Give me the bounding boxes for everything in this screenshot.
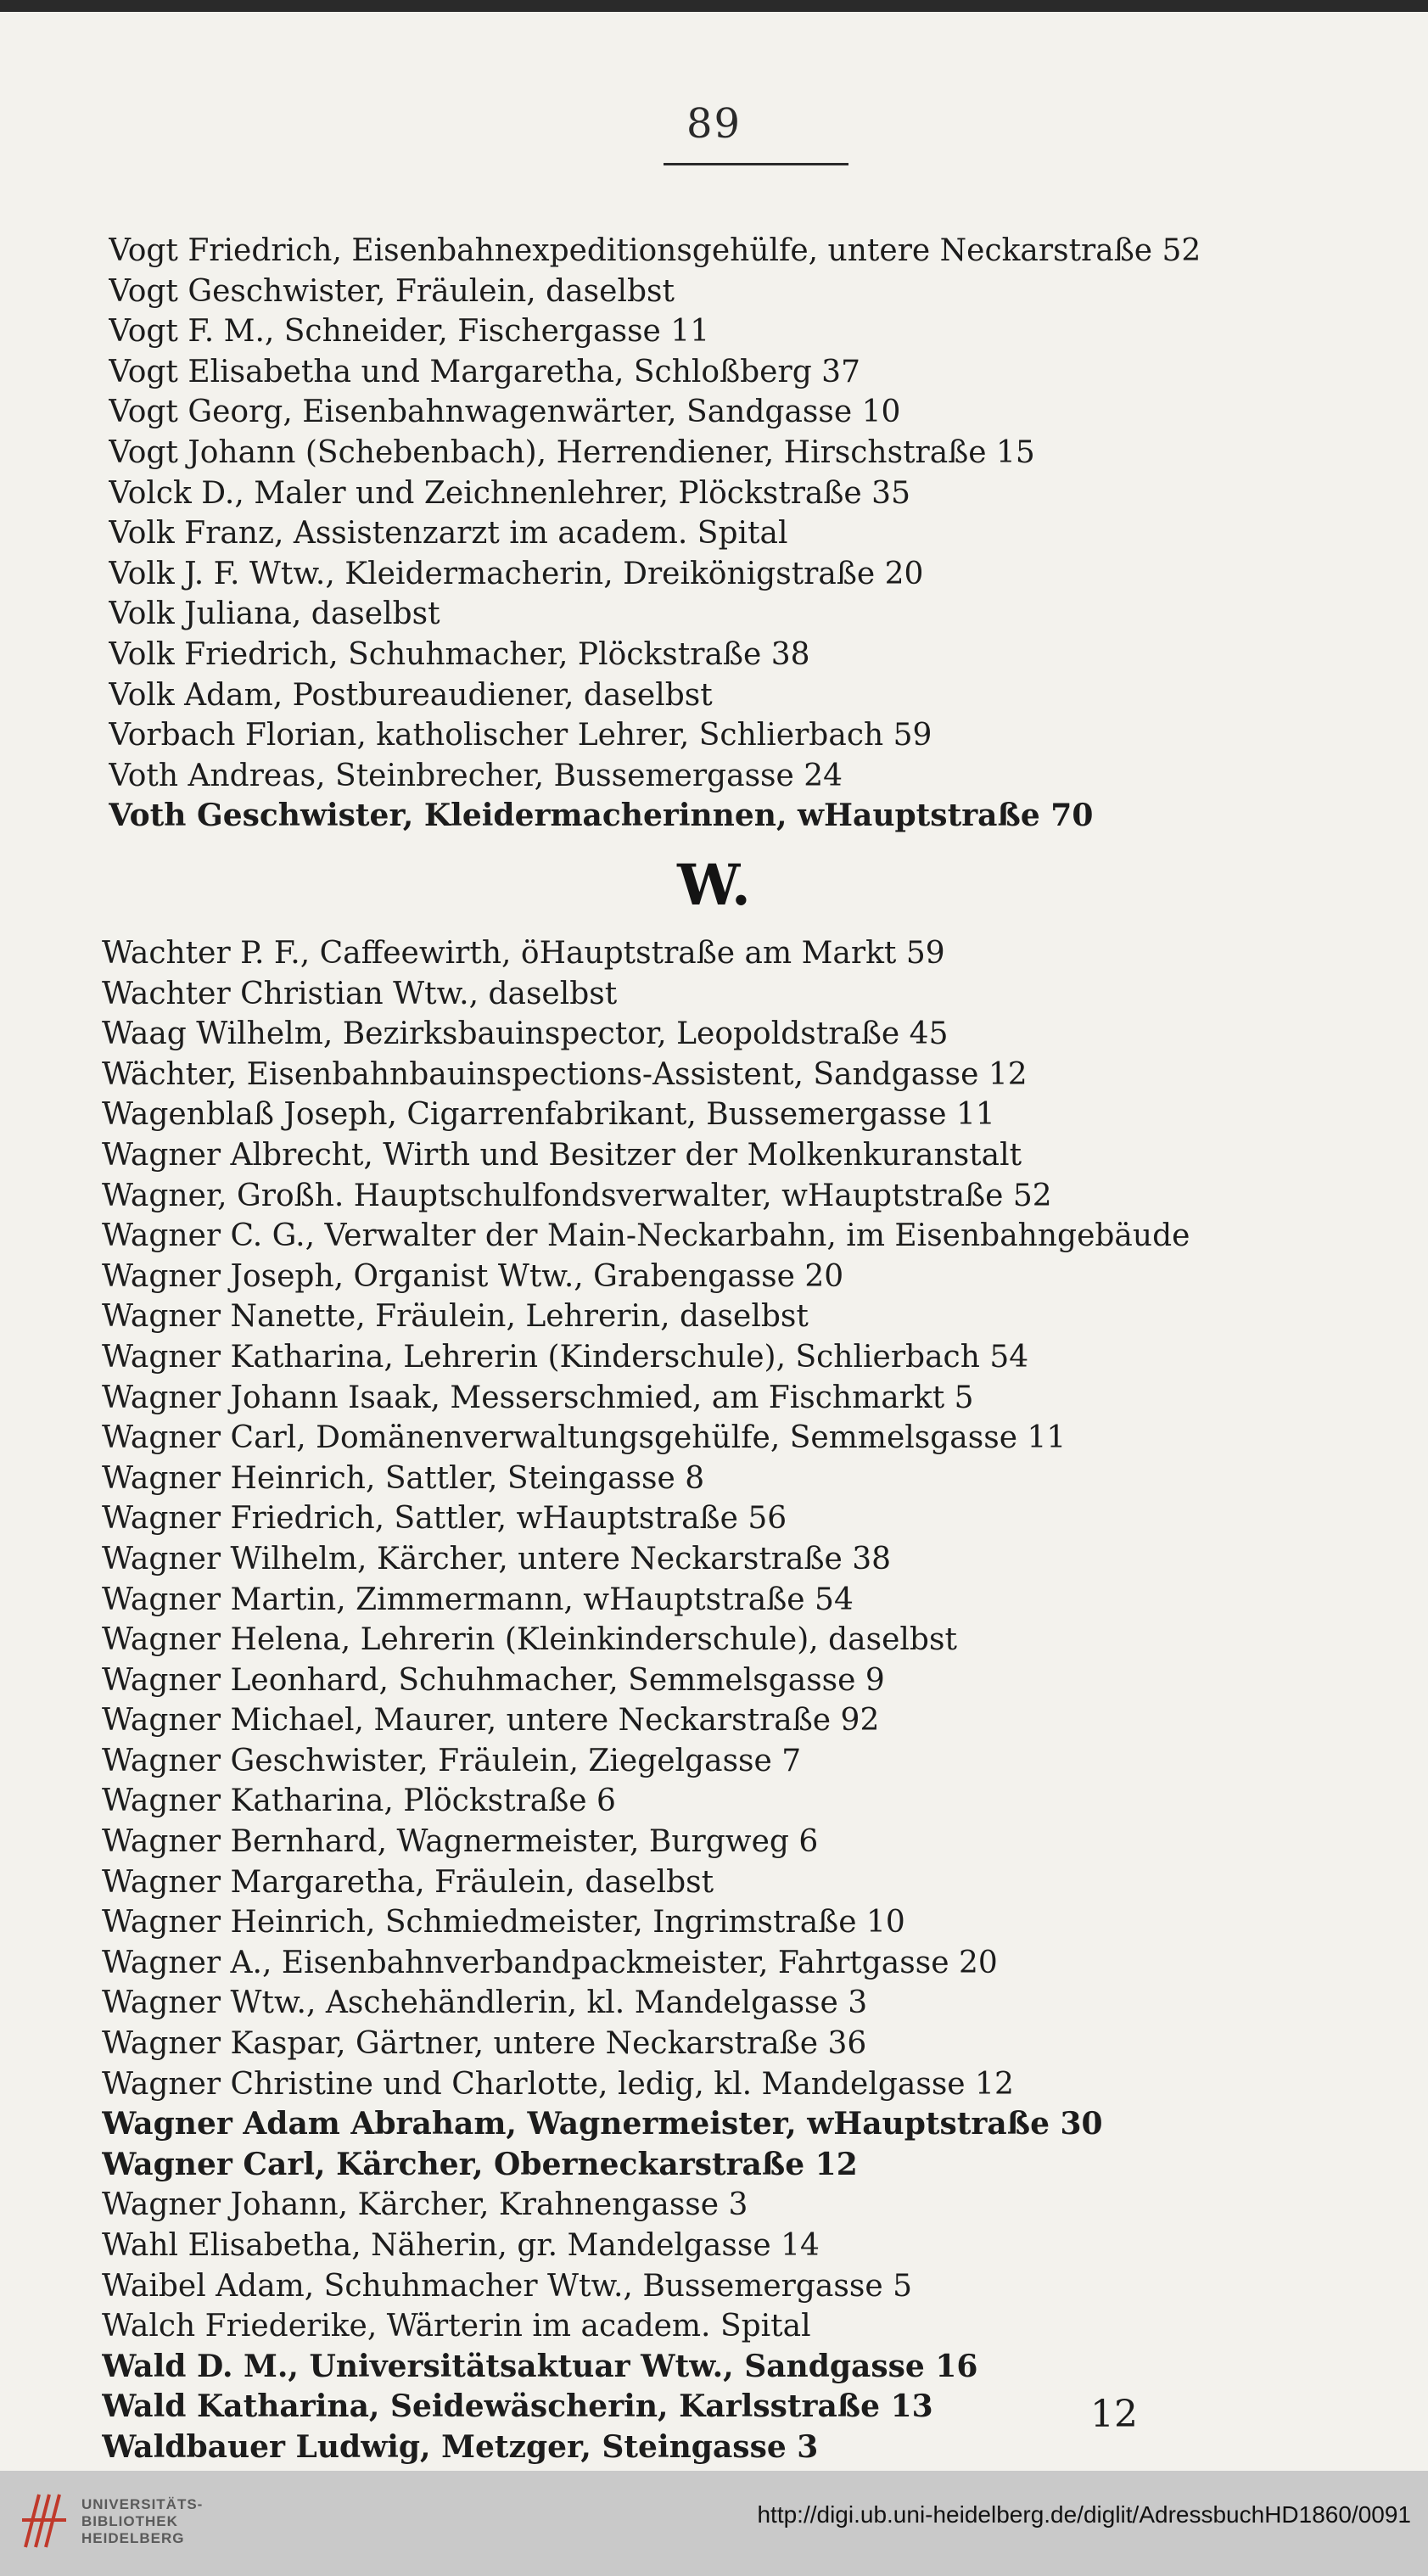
directory-entry: Wachter Christian Wtw., daselbst <box>102 976 618 1011</box>
directory-entry: Wagner Katharina, Plöckstraße 6 <box>102 1784 616 1819</box>
directory-entry: Vogt Geschwister, Fräulein, daselbst <box>109 273 675 309</box>
directory-entry: Wagner Joseph, Organist Wtw., Grabengasse 20 <box>102 1258 844 1294</box>
section-heading-w: W. <box>677 852 751 918</box>
directory-entry: Wagner Albrecht, Wirth und Besitzer der Molkenkuranstalt <box>102 1137 1022 1173</box>
directory-entry: Walch Friederike, Wärterin im academ. Spital <box>102 2309 811 2344</box>
directory-entry: Wagner Martin, Zimmermann, wHauptstraße 54 <box>102 1582 854 1617</box>
directory-entry: Vogt Friedrich, Eisenbahnexpeditionsgehülfe, untere Neckarstraße 52 <box>109 233 1201 268</box>
directory-entry: Wagner A., Eisenbahnverbandpackmeister, Fahrtgasse 20 <box>102 1945 998 1980</box>
directory-entry: Wagner Carl, Domänenverwaltungsgehülfe, Semmelsgasse 11 <box>102 1420 1067 1456</box>
viewer-footer-bar <box>0 2471 1428 2576</box>
page-number: 89 <box>686 100 742 148</box>
directory-entry: Wagner Johann Isaak, Messerschmied, am Fischmarkt 5 <box>102 1380 974 1415</box>
directory-entry: Volck D., Maler und Zeichnenlehrer, Plöckstraße 35 <box>109 475 910 511</box>
library-seal-icon <box>19 2486 73 2554</box>
page-number-rule <box>664 163 848 165</box>
directory-entry: Wald Katharina, Seidewäscherin, Karlsstraße 13 <box>102 2388 933 2425</box>
directory-entry: Wagner Carl, Kärcher, Oberneckarstraße 12 <box>102 2146 858 2182</box>
directory-entry: Voth Andreas, Steinbrecher, Bussemergasse 24 <box>109 758 843 793</box>
directory-entry: Wagner Katharina, Lehrerin (Kinderschule), Schlierbach 54 <box>102 1339 1029 1375</box>
directory-entry: Wagner Johann, Kärcher, Krahnengasse 3 <box>102 2187 748 2223</box>
directory-entry: Volk Adam, Postbureaudiener, daselbst <box>109 677 713 713</box>
directory-entry: Wagner Geschwister, Fräulein, Ziegelgasse 7 <box>102 1743 802 1778</box>
directory-entry: Wahl Elisabetha, Näherin, gr. Mandelgasse 14 <box>102 2228 820 2263</box>
library-logo-text <box>81 2496 203 2547</box>
top-border <box>0 0 1428 12</box>
printer-signature-mark: 12 <box>1090 2393 1138 2436</box>
directory-entry: Wachter P. F., Caffeewirth, öHauptstraße am Markt 59 <box>102 936 945 971</box>
directory-entry: Wagner Margaretha, Fräulein, daselbst <box>102 1864 714 1900</box>
source-url-link[interactable]: http://digi.ub.uni-heidelberg.de/diglit/AdressbuchHD1860/0091 <box>757 2501 1411 2528</box>
directory-entry: Volk Friedrich, Schuhmacher, Plöckstraße 38 <box>109 636 810 672</box>
directory-entry: Volk Franz, Assistenzarzt im academ. Spital <box>109 516 788 552</box>
directory-entry: Wagner Wtw., Aschehändlerin, kl. Mandelgasse 3 <box>102 1985 868 2021</box>
directory-entry: Wagner Leonhard, Schuhmacher, Semmelsgasse 9 <box>102 1662 885 1698</box>
directory-entry: Waag Wilhelm, Bezirksbauinspector, Leopoldstraße 45 <box>102 1016 949 1052</box>
directory-entry: Wagner Friedrich, Sattler, wHauptstraße 56 <box>102 1501 787 1537</box>
logo-line: UNIVERSITÄTS- <box>81 2496 204 2512</box>
directory-entry: Waldbauer Ludwig, Metzger, Steingasse 3 <box>102 2428 819 2465</box>
directory-list-w <box>102 933 1332 2468</box>
directory-entry: Wagner Heinrich, Sattler, Steingasse 8 <box>102 1460 705 1496</box>
directory-entry: Wagenblaß Joseph, Cigarrenfabrikant, Bussemergasse 11 <box>102 1097 995 1133</box>
directory-entry: Wagner Helena, Lehrerin (Kleinkinderschule), daselbst <box>102 1622 957 1658</box>
directory-entry: Vogt Georg, Eisenbahnwagenwärter, Sandgasse 10 <box>109 395 901 430</box>
directory-entry: Wald D. M., Universitätsaktuar Wtw., Sandgasse 16 <box>102 2348 978 2384</box>
directory-entry: Wagner Heinrich, Schmiedmeister, Ingrimstraße 10 <box>102 1905 905 1940</box>
directory-entry: Vogt F. M., Schneider, Fischergasse 11 <box>109 314 710 350</box>
directory-entry: Voth Geschwister, Kleidermacherinnen, wHauptstraße 70 <box>109 798 1094 834</box>
directory-entry: Wagner Christine und Charlotte, ledig, kl. Mandelgasse 12 <box>102 2066 1014 2102</box>
directory-entry: Wagner Nanette, Fräulein, Lehrerin, daselbst <box>102 1299 809 1335</box>
directory-entry: Wagner, Großh. Hauptschulfondsverwalter, wHauptstraße 52 <box>102 1178 1052 1213</box>
directory-entry: Volk Juliana, daselbst <box>109 596 440 632</box>
directory-entry: Vorbach Florian, katholischer Lehrer, Schlierbach 59 <box>109 718 932 753</box>
directory-entry: Waibel Adam, Schuhmacher Wtw., Bussemergasse 5 <box>102 2268 912 2304</box>
logo-line: HEIDELBERG <box>81 2530 185 2546</box>
logo-line: BIBLIOTHEK <box>81 2513 178 2529</box>
directory-entry: Wagner Michael, Maurer, untere Neckarstraße 92 <box>102 1703 880 1739</box>
directory-entry: Volk J. F. Wtw., Kleidermacherin, Dreikönigstraße 20 <box>109 556 924 591</box>
directory-list-v <box>109 231 1339 837</box>
directory-entry: Vogt Johann (Schebenbach), Herrendiener, Hirschstraße 15 <box>109 434 1035 470</box>
directory-entry: Wagner Kaspar, Gärtner, untere Neckarstraße 36 <box>102 2026 867 2062</box>
directory-entry: Wagner C. G., Verwalter der Main-Neckarbahn, im Eisenbahngebäude <box>102 1218 1190 1254</box>
directory-entry: Vogt Elisabetha und Margaretha, Schloßberg 37 <box>109 354 860 389</box>
directory-entry: Wagner Adam Abraham, Wagnermeister, wHauptstraße 30 <box>102 2106 1103 2142</box>
directory-entry: Wächter, Eisenbahnbauinspections-Assistent, Sandgasse 12 <box>102 1056 1028 1092</box>
directory-entry: Wagner Wilhelm, Kärcher, untere Neckarstraße 38 <box>102 1541 892 1576</box>
directory-entry: Wagner Bernhard, Wagnermeister, Burgweg 6 <box>102 1824 819 1860</box>
